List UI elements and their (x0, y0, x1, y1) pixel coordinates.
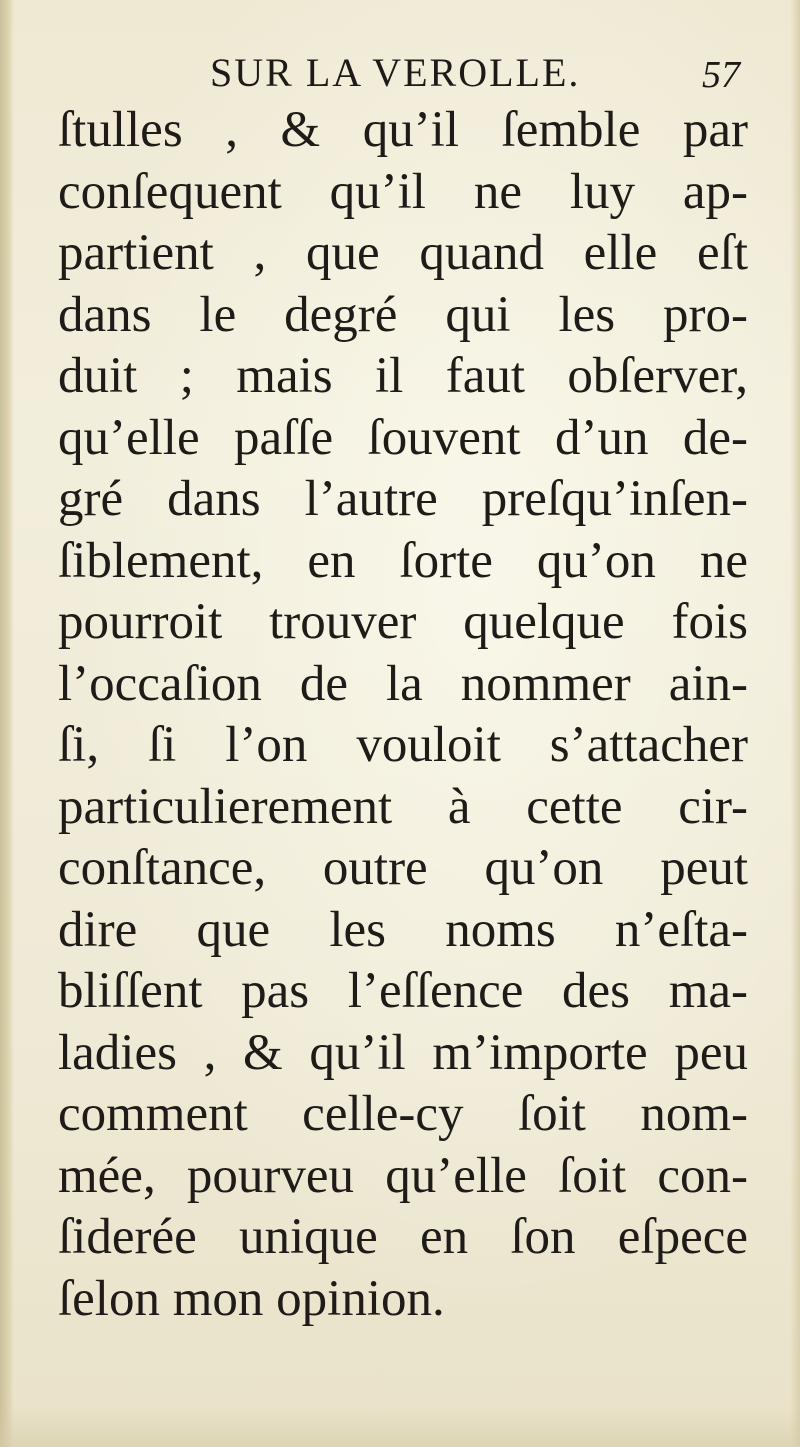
text-line: ſiderée unique en ſon eſpece (58, 1209, 748, 1265)
text-line: duit ; mais il faut obſerver, (58, 348, 748, 404)
text-line: bliſſent pas l’eſſence des ma- (58, 963, 748, 1019)
page-edge-shadow (790, 0, 800, 1447)
text-line: comment celle-cy ſoit nom- (58, 1086, 748, 1142)
text-line: pourroit trouver quelque fois (58, 594, 748, 650)
text-line: ſelon mon opinion. (58, 1270, 445, 1327)
page-gutter-shadow (0, 0, 14, 1447)
text-line: conſequent qu’il ne luy ap- (58, 163, 748, 220)
text-line: conſtance, outre qu’on peut (58, 840, 748, 896)
text-line: ladies , & qu’il m’importe peu (58, 1024, 748, 1081)
text-line: particulierement à cette cir- (58, 778, 748, 835)
page-number: 57 (702, 54, 740, 96)
text-line: ſiblement, en ſorte qu’on ne (58, 532, 748, 589)
text-line: gré dans l’autre preſqu’inſen- (58, 471, 748, 527)
text-line: dire que les noms n’eſta- (58, 901, 748, 958)
text-line: dans le degré qui les pro- (58, 286, 748, 343)
text-line: qu’elle paſſe ſouvent d’un de- (58, 409, 748, 466)
text-line: partient , que quand elle eſt (58, 225, 748, 281)
page-bottom-shadow (0, 1407, 800, 1447)
text-line: ſi, ſi l’on vouloit s’attacher (58, 717, 748, 773)
text-line: mée, pourveu qu’elle ſoit con- (58, 1147, 748, 1204)
running-head: SUR LA VEROLLE. (210, 50, 581, 95)
page-header (210, 48, 770, 98)
text-line: l’occaſion de la nommer ain- (58, 655, 748, 712)
text-line: ſtulles , & qu’il ſemble par (58, 102, 748, 158)
body-text (58, 100, 748, 1330)
